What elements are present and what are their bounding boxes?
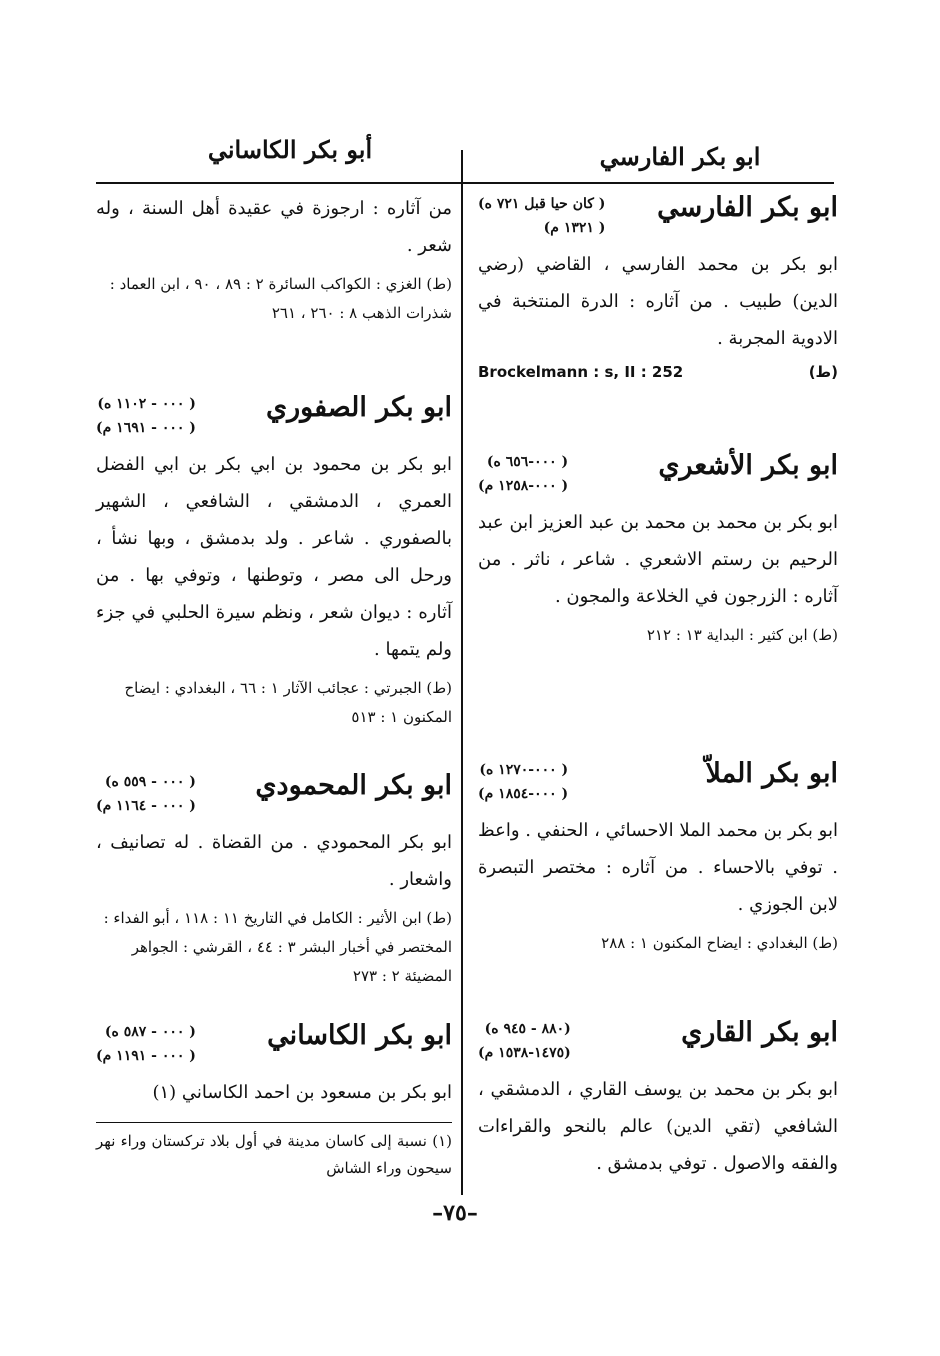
entry-dates bbox=[96, 1020, 196, 1068]
date-hijri: ( ٠٠٠ - ١١٠٢ ه) bbox=[97, 396, 196, 412]
entry-reference: (ط) الجبرتي : عجائب الآثار ١ : ٦٦ ، البغدادي : ايضاح المكنون ١ : ٥١٣ bbox=[124, 679, 452, 726]
entry-body bbox=[478, 1071, 838, 1182]
entry-continuation bbox=[96, 190, 452, 328]
entry-farisi bbox=[478, 190, 838, 387]
date-gregorian: (١٤٧٥-١٥٣٨ م) bbox=[478, 1045, 571, 1061]
entry-header bbox=[96, 390, 452, 446]
entry-header bbox=[96, 1018, 452, 1074]
entry-kasani bbox=[96, 1018, 452, 1111]
footnote: (١) نسبة إلى كاسان مدينة في أول بلاد تركستان وراء نهر سيحون وراء الشاش bbox=[96, 1132, 452, 1177]
entry-body bbox=[96, 446, 452, 668]
entry-text: ابو بكر بن محمد الفارسي ، القاضي (رضي الدين) طبيب . من آثاره : الدرة المنتخبة في الادوية المجربة . bbox=[478, 254, 838, 349]
column-divider bbox=[461, 150, 463, 1195]
entry-saffuri bbox=[96, 390, 452, 732]
entry-text: ابو بكر بن محمود بن ابي بكر بن ابي الفضل العمري ، الدمشقي ، الشافعي ، الشهير بالصفوري . شاعر . ولد بدمشق ، وبها نشأ ، ورحل الى مصر ، وتوطنها ، وتوفي بها . من آثاره : ديوان شعر ، ونظم سيرة الحلبي في جزء ولم يتمها . bbox=[96, 454, 452, 660]
footnote-rule bbox=[96, 1122, 452, 1123]
header-rule bbox=[96, 182, 834, 184]
entry-text: ابو بكر بن مسعود بن احمد الكاساني (١) bbox=[152, 1082, 452, 1103]
entry-body bbox=[478, 812, 838, 923]
running-head-left: أبو بكر الكاساني bbox=[207, 135, 373, 164]
date-hijri: ( ٠٠٠-١٢٧٠ ه) bbox=[479, 762, 569, 778]
reference-mark: (ط) bbox=[808, 363, 838, 381]
entry-name: ابو بكر الأشعري bbox=[658, 450, 838, 481]
entry-body bbox=[478, 246, 838, 357]
date-gregorian: ( ٠٠٠-١٢٥٨ م) bbox=[478, 478, 569, 494]
entry-name: ابو بكر القاري bbox=[681, 1017, 838, 1048]
entry-text: ابو بكر بن محمد بن محمد بن عبد العزيز ابن عبد الرحيم بن رستم الاشعري . شاعر ، ناثر . من آثاره : الزرجون في الخلاعة والمجون . bbox=[478, 512, 838, 607]
date-hijri: (٨٨٠ - ٩٤٥ ه) bbox=[484, 1021, 571, 1037]
date-gregorian: ( ٠٠٠ - ١١٩١ م) bbox=[96, 1048, 196, 1064]
entry-text: من آثاره : ارجوزة في عقيدة أهل السنة ، وله شعر . bbox=[96, 198, 452, 256]
entry-reference: (ط) الغزي : الكواكب السائرة ٢ : ٨٩ ، ٩٠ ، ابن العماد : شذرات الذهب ٨ : ٢٦٠ ، ٢٦١ bbox=[109, 275, 452, 322]
date-hijri: ( ٠٠٠ - ٥٥٩ ه) bbox=[104, 774, 196, 790]
entry-ashari bbox=[478, 448, 838, 650]
entry-header bbox=[478, 756, 838, 812]
entry-dates bbox=[478, 1017, 571, 1065]
date-gregorian: ( ٠٠٠ - ١١٦٤ م) bbox=[96, 798, 196, 814]
entry-reference: (ط) ابن الأثير : الكامل في التاريخ ١١ : ١١٨ ، أبو الفداء : المختصر في أخبار البشر ٣ : ٤٤ ، القرشي : الجواهر المضيئة ٢ : ٢٧٣ bbox=[103, 909, 452, 985]
entry-reference bbox=[478, 357, 838, 387]
entry-header bbox=[478, 1015, 838, 1071]
entry-text: ابو بكر المحمودي . من القضاة . له تصانيف ، واشعار . bbox=[96, 832, 452, 890]
date-hijri: ( ٠٠٠-٦٥٦ ه) bbox=[486, 454, 569, 470]
entry-dates bbox=[478, 758, 568, 806]
entry-text: ابو بكر بن محمد الملا الاحسائي ، الحنفي . واعظ . توفي بالاحساء . من آثاره : مختصر التبصرة لابن الجوزي . bbox=[478, 820, 838, 915]
date-hijri: ( ٠٠٠ - ٥٨٧ ه) bbox=[104, 1024, 196, 1040]
entry-name: ابو بكر الفارسي bbox=[657, 192, 838, 223]
entry-name: ابو بكر الكاساني bbox=[267, 1020, 452, 1051]
entry-header bbox=[478, 448, 838, 504]
running-head-right: ابو بكر الفارسي bbox=[599, 142, 761, 171]
entry-reference: (ط) البغدادي : ايضاح المكنون ١ : ٢٨٨ bbox=[601, 934, 838, 952]
entry-dates bbox=[96, 392, 196, 440]
reference-latin: Brockelmann : s, II : 252 bbox=[478, 363, 684, 381]
entry-header bbox=[96, 768, 452, 824]
entry-mulla bbox=[478, 756, 838, 958]
entry-name: ابو بكر الصفوري bbox=[265, 392, 452, 423]
entry-text: ابو بكر بن محمد بن يوسف القاري ، الدمشقي ، الشافعي (تقي الدين) عالم بالنحو والقراءات والفقه والاصول . توفي بدمشق . bbox=[478, 1079, 838, 1174]
entry-body bbox=[96, 824, 452, 898]
entry-name: ابو بكر المحمودي bbox=[255, 770, 452, 801]
entry-body bbox=[96, 190, 452, 264]
entry-header bbox=[478, 190, 838, 246]
date-gregorian: ( ٠٠٠-١٨٥٤ م) bbox=[478, 786, 569, 802]
entry-body bbox=[478, 504, 838, 615]
entry-dates bbox=[478, 450, 568, 498]
date-gregorian: ( ٠٠٠ - ١٦٩١ م) bbox=[96, 420, 196, 436]
entry-mahmudi bbox=[96, 768, 452, 991]
entry-dates bbox=[478, 192, 605, 240]
entry-dates bbox=[96, 770, 196, 818]
date-gregorian: ( ١٣٢١ م) bbox=[543, 220, 606, 236]
entry-name: ابو بكر الملاّ bbox=[705, 758, 838, 789]
date-hijri: ( كان حيا قبل ٧٢١ ه) bbox=[478, 196, 606, 212]
entry-qari bbox=[478, 1015, 838, 1182]
entry-body bbox=[96, 1074, 452, 1111]
page-number: –٧٥– bbox=[432, 1200, 478, 1226]
entry-reference: (ط) ابن كثير : البداية ١٣ : ٢١٢ bbox=[646, 626, 838, 644]
